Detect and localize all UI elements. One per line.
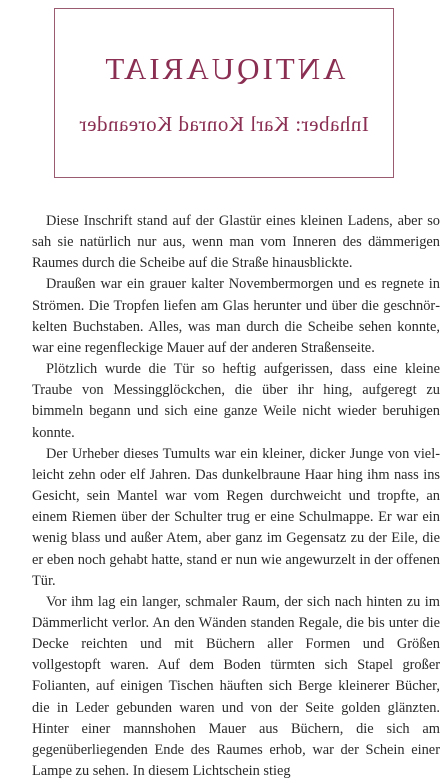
glass-door-sign <box>54 8 394 178</box>
sign-title-mirrored: ANTIQUARIAT <box>102 51 346 86</box>
sign-owner-mirrored: Inhaber: Karl Konrad Koreander <box>79 112 369 136</box>
paragraph-5: Vor ihm lag ein langer, schmaler Raum, der sich nach hinten zu im Dämmerlicht verlor. An den Wänden standen Regale, die bis unter die Decke reichten und mit Büchern aller Formen und Größen vollgestopft waren. Auf dem Boden türmten sich Stapel großer Folianten, auf einigen Tischen häuften sich Berge kleinerer Bücher, die in Leder gebunden waren und von der Seite golden glänzten. Hinter einer mannshohen Mauer aus Büchern, die sich am gegenüberliegenden Ende des Raumes erhob, war der Schein einer Lampe zu sehen. In diesem Lichtschein stieg <box>32 593 440 780</box>
story-text <box>32 211 440 782</box>
paragraph-2: Draußen war ein grauer kalter Novembermorgen und es regnete in Strömen. Die Tropfen liefen am Glas herunter und über die geschnörkelten Buchstaben. Alles, was man durch die Scheibe sehen konnte, war eine regenfleckige Mauer auf der anderen Straßenseite. <box>32 276 440 356</box>
paragraph-4: Der Urheber dieses Tumults war ein kleiner, dicker Junge von vielleicht zehn oder elf Jahren. Das dunkelbraune Haar hing ihm nass ins Gesicht, sein Mantel war vom Regen durchweicht und tropfte, an einem Riemen über der Schulter trug er eine Schulmappe. Er war ein wenig blass und außer Atem, aber ganz im Gegensatz zu der Eile, die er eben noch gehabt hatte, stand er nun wie angewurzelt in der offenen Tür. <box>32 445 440 589</box>
paragraph-1: Diese Inschrift stand auf der Glastür eines kleinen Ladens, aber so sah sie natürlich nur aus, wenn man vom Inneren des dämmerigen Raumes durch die Scheibe auf die Straße hinausblickte. <box>32 213 440 272</box>
paragraph-3: Plötzlich wurde die Tür so heftig aufgerissen, dass eine kleine Traube von Messingglöckchen, die über ihr hing, aufgeregt zu bimmeln begann und sich eine ganze Weile nicht wieder beruhigen konnte. <box>32 361 440 441</box>
